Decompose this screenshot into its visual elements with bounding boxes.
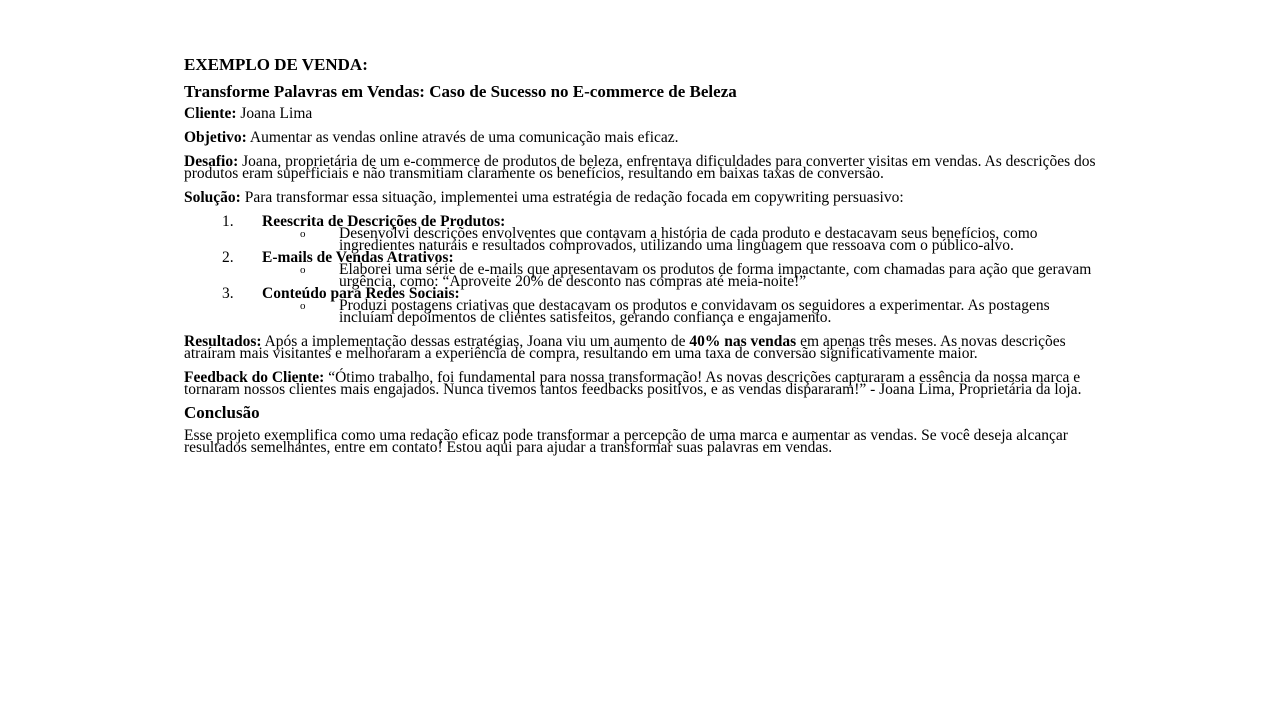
desafio-value: Joana, proprietária de um e-commerce de produtos de beleza, enfrentava dificuldades para converter visitas em vendas. As descrições dos produtos eram superficiais e não transmitiam claramente os benefícios, resultando em baixas taxas de conversão.: [184, 153, 1096, 182]
list-item-title: Reescrita de Descrições de Produtos:: [262, 213, 506, 230]
list-item-number: 2.: [222, 249, 234, 266]
resultados-text-2: em apenas três meses. As novas descrições atraíram mais visitantes e melhoraram a experiência de compra, resultando em uma taxa de conversão significativamente maior.: [184, 333, 1066, 362]
cliente-value: Joana Lima: [236, 105, 313, 122]
list-subitem-text: Desenvolvi descrições envolventes que contavam a história de cada produto e destacavam seus benefícios, como ingredientes naturais e resultados comprovados, utilizando uma linguagem que ressoava com o público-alvo.: [339, 225, 1038, 254]
resultados-label: Resultados:: [184, 333, 262, 350]
list-item-number: 1.: [222, 213, 234, 230]
conclusao-paragraph: Esse projeto exemplifica como uma redação eficaz pode transformar a percepção de uma marca e aumentar as vendas. Se você deseja alcançar resultados semelhantes, entre em contato! Estou aqui para ajudar a transformar suas palavras em vendas.: [184, 427, 1068, 456]
list-item-title: Conteúdo para Redes Sociais:: [262, 285, 460, 302]
bullet-icon: o: [300, 300, 306, 312]
resultados-text-1: Após a implementação dessas estratégias, Joana viu um aumento de: [261, 333, 690, 350]
cliente-label: Cliente:: [184, 105, 237, 122]
bullet-icon: o: [300, 228, 306, 240]
list-item-title: E-mails de Vendas Atrativos:: [262, 249, 454, 266]
conclusao-heading: Conclusão: [184, 403, 260, 422]
solucao-label: Solução:: [184, 189, 241, 206]
desafio-paragraph: [184, 153, 1104, 182]
desafio-label: Desafio:: [184, 153, 239, 170]
doc-title: Transforme Palavras em Vendas: Caso de Sucesso no E-commerce de Beleza: [184, 82, 737, 101]
objetivo-paragraph: [184, 129, 1104, 146]
list-subitem-text: Elaborei uma série de e-mails que apresentavam os produtos de forma impactante, com chamadas para ação que geravam urgência, como: “Aproveite 20% de desconto nas compras até meia-noite!”: [339, 261, 1092, 290]
resultados-paragraph: [184, 333, 1104, 362]
resultados-highlight: 40% nas vendas: [689, 333, 797, 350]
objetivo-value: Aumentar as vendas online através de uma comunicação mais eficaz.: [246, 129, 679, 146]
list-subitem: [184, 297, 1104, 326]
objetivo-label: Objetivo:: [184, 129, 247, 146]
solucao-paragraph: [184, 189, 1104, 206]
feedback-paragraph: [184, 369, 1104, 398]
list-subitem-text: Produzi postagens criativas que destacavam os produtos e convidavam os seguidores a experimentar. As postagens incluíam depoimentos de clientes satisfeitos, gerando confiança e engajamento.: [339, 297, 1050, 326]
solucao-value: Para transformar essa situação, implementei uma estratégia de redação focada em copywriting persuasivo:: [240, 189, 904, 206]
feedback-value: “Ótimo trabalho, foi fundamental para nossa transformação! As novas descrições capturaram a essência da nossa marca e tornaram nossos clientes mais engajados. Nunca tivemos tantos feedbacks positivos, e as vendas dispararam!” - Joana Lima, Proprietária da loja.: [184, 369, 1082, 398]
feedback-label: Feedback do Cliente:: [184, 369, 325, 386]
doc-heading: EXEMPLO DE VENDA:: [184, 55, 368, 74]
bullet-icon: o: [300, 264, 306, 276]
cliente-paragraph: [184, 105, 1104, 122]
document-page: [184, 55, 1104, 456]
solution-steps-list: [184, 213, 1104, 326]
list-item-number: 3.: [222, 285, 234, 302]
